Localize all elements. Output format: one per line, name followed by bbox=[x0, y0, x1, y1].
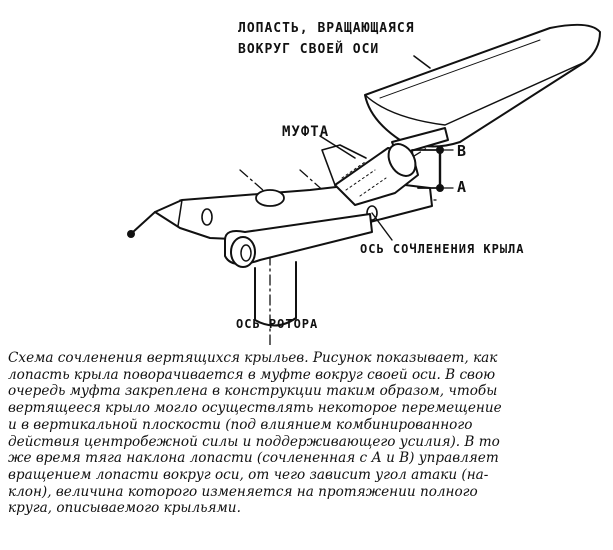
point-a-label: А bbox=[457, 178, 468, 196]
blade-leader-line bbox=[414, 56, 430, 68]
hub-hole bbox=[256, 190, 284, 206]
coupling-label: МУФТА bbox=[282, 124, 330, 140]
hub-tip-rod bbox=[133, 212, 155, 232]
blade-label-line-1: ЛОПАСТЬ, ВРАЩАЮЩАЯСЯ bbox=[238, 21, 415, 36]
caption-line: круга, описываемого крыльями. bbox=[8, 500, 241, 517]
caption-line: вращением лопасти вокруг оси, от чего зависит угол атаки (на- bbox=[8, 466, 489, 483]
point-b-label: В bbox=[457, 142, 468, 160]
figure-caption bbox=[8, 350, 604, 542]
rotor-shaft bbox=[255, 262, 296, 326]
caption-line: и в вертикальной плоскости (под влиянием комбинированного bbox=[8, 416, 473, 433]
hub-tip-pin bbox=[128, 231, 134, 237]
caption-line: действия центробежной силы и поддерживающего усилия). В то bbox=[8, 433, 500, 450]
blade-label bbox=[238, 18, 415, 60]
caption-line: очередь муфта закреплена в конструкции таким образом, чтобы bbox=[8, 383, 498, 400]
caption-line: вертящееся крыло могло осуществлять некоторое перемещение bbox=[8, 400, 502, 417]
rotor-axis-label: ОСЬ РОТОРА bbox=[236, 317, 319, 331]
caption-line: клон), величина которого изменяется на протяжении полного bbox=[8, 483, 478, 500]
caption-line: же время тяга наклона лопасти (сочлененная с А и В) управляет bbox=[8, 450, 499, 467]
pin-hole-left bbox=[202, 209, 212, 225]
hinge-axis-label: ОСЬ СОЧЛЕНЕНИЯ КРЫЛА bbox=[360, 242, 525, 256]
blade-label-line-2: ВОКРУГ СВОЕЙ ОСИ bbox=[238, 42, 380, 57]
caption-line: Схема сочленения вертящихся крыльев. Рисунок показывает, как bbox=[8, 350, 498, 366]
caption-line: лопасть крыла поворачивается в муфте вокруг своей оси. В свою bbox=[8, 366, 496, 383]
